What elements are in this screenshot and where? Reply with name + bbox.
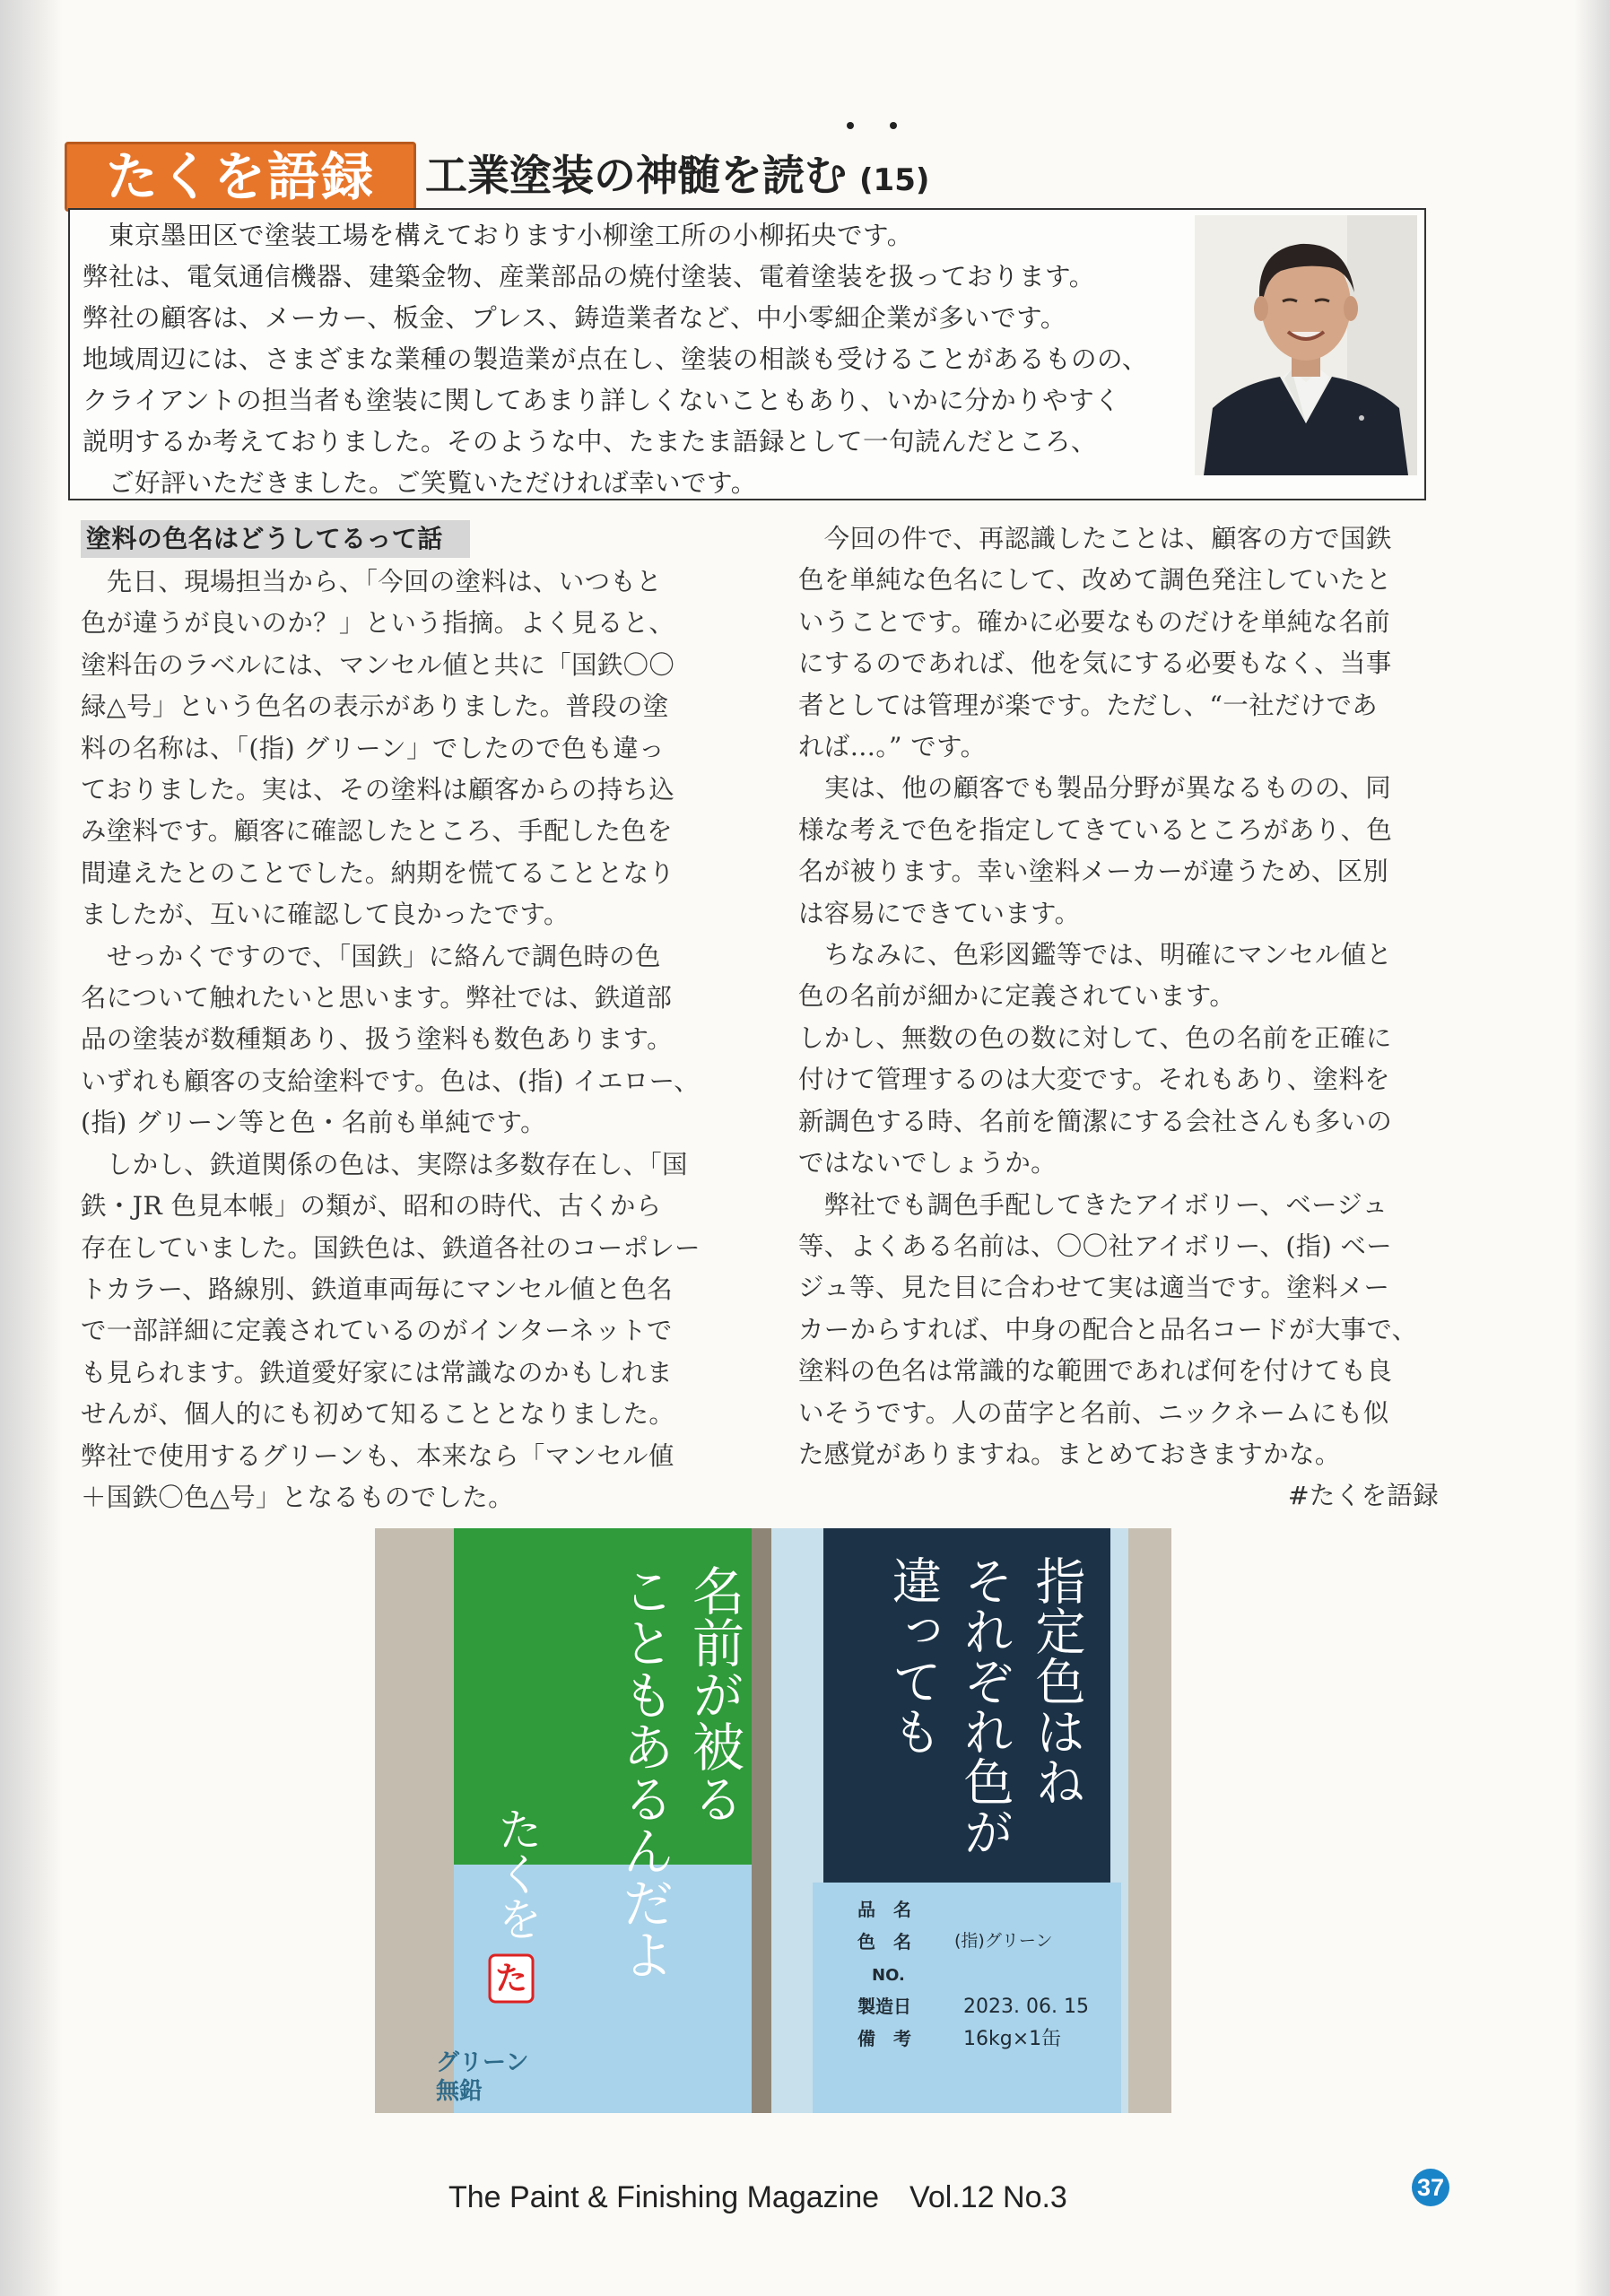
- paragraph-line: せんが、個人的にも初めて知ることとなりました。: [81, 1399, 675, 1430]
- author-portrait-image: [1195, 215, 1417, 475]
- paragraph-line: 者としては管理が楽です。ただし、“一社だけであ: [798, 690, 1379, 720]
- magazine-footer: The Paint & Finishing Magazine Vol.12 No.3: [448, 2180, 1067, 2214]
- paragraph-line: カーからすれば、中身の配合と品名コードが大事で、: [798, 1314, 1418, 1344]
- paragraph-line: 品の塗装が数種類あり、扱う塗料も数色あります。: [81, 1024, 673, 1055]
- paragraph-line: 色の名前が細かに定義されています。: [798, 981, 1236, 1012]
- paragraph-line: 実は、他の顧客でも製品分野が異なるものの、同: [798, 773, 1392, 804]
- paragraph-line: いずれも顧客の支給塗料です。色は、(指) イエロー、: [81, 1065, 701, 1096]
- intro-line: ご好評いただきました。ご笑覧いただければ幸いです。: [83, 468, 757, 498]
- paragraph-line: トカラー、路線別、鉄道車両毎にマンセル値と色名: [81, 1274, 674, 1304]
- right-poem-col3: 違っても: [883, 1555, 943, 1756]
- paragraph-line: れば…。” です。: [798, 732, 987, 762]
- paragraph-line: 新調色する時、名前を簡潔にする会社さんも多いの: [798, 1106, 1393, 1136]
- paint-can-illustration: [375, 1528, 1171, 2113]
- label-key: 備 考: [857, 2028, 911, 2049]
- intro-line: 弊社の顧客は、メーカー、板金、プレス、鋳造業者など、中小零細企業が多いです。: [83, 303, 1066, 333]
- paragraph-line: 塗料缶のラベルには、マンセル値と共に「国鉄〇〇: [81, 649, 675, 680]
- series-title: [425, 145, 929, 208]
- label-key: 品 名: [857, 1899, 911, 1920]
- right-poem-col2: それぞれ色が: [955, 1555, 1014, 1857]
- paragraph-line: 塗料の色名は常識的な範囲であれば何を付けても良: [798, 1356, 1393, 1387]
- paragraph-line: ておりました。実は、その塗料は顧客からの持ち込: [81, 775, 675, 805]
- intro-line: 弊社は、電気通信機器、建築金物、産業部品の焼付塗装、電着塗装を扱っております。: [83, 262, 1095, 291]
- label-value: 16kg×1缶: [963, 2028, 1062, 2050]
- paragraph-line: ましたが、互いに確認して良かったです。: [81, 900, 570, 930]
- page-edge-shade: [1574, 0, 1610, 2296]
- paragraph-line: た感覚がありますね。まとめておきますかな。: [798, 1439, 1341, 1469]
- page-number-badge: 37: [1412, 2169, 1449, 2206]
- series-badge: たくを語録: [65, 142, 416, 212]
- series-title-text: 工業塗装の神髄を読む: [425, 152, 847, 201]
- signature-stamp: た: [494, 1961, 528, 1997]
- series-number: (15): [859, 162, 930, 198]
- section-heading: 塗料の色名はどうしてるって話: [81, 520, 470, 558]
- paragraph-line: 様な考えで色を指定してきているところがあり、色: [798, 814, 1393, 845]
- article-left-column: [81, 518, 727, 1518]
- paragraph-line: 弊社でも調色手配してきたアイボリー、ベージュ: [798, 1189, 1388, 1220]
- label-key: 色 名: [857, 1931, 911, 1952]
- can-label-lead-free: 無鉛: [436, 2078, 483, 2105]
- label-key: NO.: [872, 1966, 905, 1985]
- article-right-column: [798, 518, 1444, 1518]
- paragraph-line: 色が違うが良いのか？」という指摘。よく見ると、: [81, 608, 675, 639]
- binding-shadow: [0, 0, 63, 2296]
- paragraph-line: 先日、現場担当から、「今回の塗料は、いつもと: [81, 567, 662, 596]
- poem-signature: たくを: [491, 1806, 543, 1941]
- intro-line: クライアントの担当者も塗装に関してあまり詳しくないこともあり、いかに分かりやすく: [83, 386, 1121, 415]
- label-value: (指)グリーン: [954, 1931, 1053, 1951]
- paragraph-line: 存在していました。国鉄色は、鉄道各社のコーポレー: [81, 1232, 701, 1263]
- paragraph-line: 等、よくある名前は、〇〇社アイボリー、(指) ベー: [798, 1231, 1393, 1261]
- paragraph-line: 今回の件で、再認識したことは、顧客の方で国鉄: [798, 524, 1392, 553]
- paragraph-line: 間違えたとのことでした。納期を慌てることとなり: [81, 857, 675, 888]
- paragraph-line: 緑△号」という色名の表示がありました。普段の塗: [81, 691, 669, 722]
- can-label-green: グリーン: [436, 2049, 529, 2076]
- intro-box: [68, 208, 1426, 500]
- paragraph-line: ＋国鉄〇色△号」となるものでした。: [81, 1482, 514, 1512]
- paragraph-line: は容易にできています。: [798, 898, 1081, 928]
- paragraph-line: 色を単純な色名にして、改めて調色発注していたと: [798, 565, 1392, 596]
- paragraph-line: (指) グリーン等と色・名前も単純です。: [81, 1108, 546, 1138]
- intro-line: 地域周辺には、さまざまな業種の製造業が点在し、塗装の相談も受けることがあるものの、: [83, 344, 1148, 374]
- paragraph-line: せっかくですので、「国鉄」に絡んで調色時の色: [81, 941, 661, 971]
- left-poem-col1: 名前が被る: [683, 1564, 744, 1824]
- emphasis-dots: [834, 117, 942, 135]
- paragraph-line: ちなみに、色彩図鑑等では、明確にマンセル値と: [798, 940, 1393, 970]
- paint-can-photo: [375, 1528, 1171, 2113]
- author-portrait: [1195, 215, 1417, 475]
- intro-text: [83, 215, 1258, 504]
- paragraph-line: しかし、無数の色の数に対して、色の名前を正確に: [798, 1022, 1392, 1053]
- paragraph-line: ではないでしょうか。: [798, 1148, 1057, 1178]
- paragraph-line: しかし、鉄道関係の色は、実際は多数存在し、「国: [81, 1149, 688, 1179]
- paragraph-line: 料の名称は、「(指) グリーン」でしたので色も違っ: [81, 733, 666, 763]
- intro-line: 説明するか考えておりました。そのような中、たまたま語録として一句読んだところ、: [83, 427, 1098, 457]
- intro-line: 東京墨田区で塗装工場を構えております小柳塗工所の小柳拓央です。: [83, 221, 913, 250]
- paragraph-line: ジュ等、見た目に合わせて実は適当です。塗料メー: [798, 1273, 1390, 1303]
- paragraph-line: 弊社で使用するグリーンも、本来なら「マンセル値: [81, 1440, 674, 1471]
- paragraph-line: で一部詳細に定義されているのがインターネットで: [81, 1316, 673, 1346]
- paragraph-line: 名について触れたいと思います。弊社では、鉄道部: [81, 983, 673, 1013]
- label-value: 2023. 06. 15: [963, 1996, 1089, 2018]
- label-key: 製造日: [857, 1996, 911, 2017]
- paragraph-line: いそうです。人の苗字と名前、ニックネームにも似: [798, 1397, 1389, 1428]
- paragraph-line: み塗料です。顧客に確認したところ、手配した色を: [81, 816, 673, 847]
- paragraph-line: 鉄・JR 色見本帳」の類が、昭和の時代、古くから: [81, 1191, 662, 1222]
- paragraph-line: 名が被ります。幸い塗料メーカーが違うため、区別: [798, 857, 1389, 887]
- paragraph-line: 付けて管理するのは大変です。それもあり、塗料を: [798, 1065, 1390, 1095]
- hashtag: #たくを語録: [1287, 1481, 1439, 1511]
- left-poem-col2: こともあるんだよ: [614, 1564, 674, 1980]
- paragraph-line: いうことです。確かに必要なものだけを単純な名前: [798, 606, 1390, 637]
- paragraph-line: にするのであれば、他を気にする必要もなく、当事: [798, 648, 1392, 679]
- paragraph-line: も見られます。鉄道愛好家には常識なのかもしれま: [81, 1357, 673, 1387]
- right-poem-col1: 指定色はね: [1027, 1555, 1086, 1806]
